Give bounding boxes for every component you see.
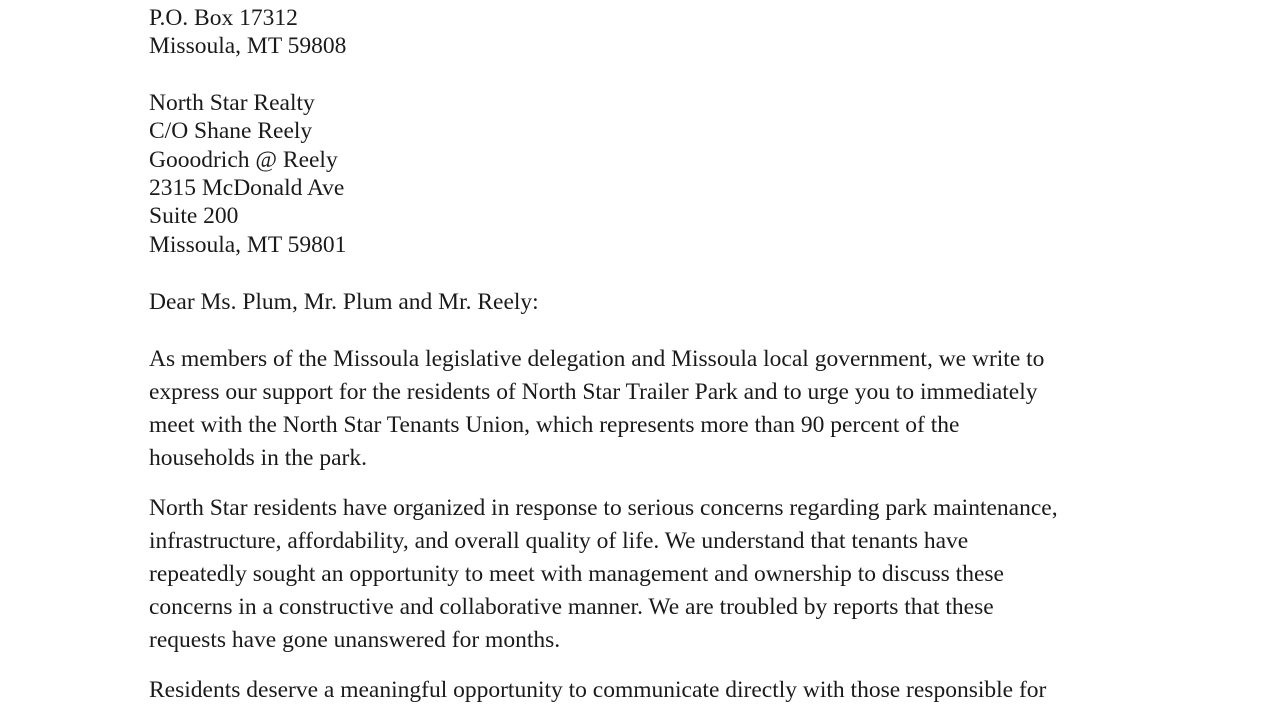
paragraph-1-line: households in the park. <box>149 445 367 471</box>
recipient-suite: Suite 200 <box>149 203 239 229</box>
recipient-street: 2315 McDonald Ave <box>149 175 345 201</box>
paragraph-1-line: As members of the Missoula legislative delegation and Missoula local government, we write to <box>149 346 1045 372</box>
paragraph-2-line: requests have gone unanswered for months. <box>149 627 561 653</box>
cut-off-top-line <box>149 0 449 1</box>
paragraph-2-line: concerns in a constructive and collaborative manner. We are troubled by reports that these <box>149 594 994 620</box>
recipient-company: North Star Realty <box>149 90 315 116</box>
recipient-attention: C/O Shane Reely <box>149 118 313 144</box>
recipient-firm: Gooodrich @ Reely <box>149 147 338 173</box>
paragraph-3-line: Residents deserve a meaningful opportunity to communicate directly with those responsible for <box>149 677 1047 703</box>
salutation: Dear Ms. Plum, Mr. Plum and Mr. Reely: <box>149 289 539 315</box>
paragraph-2-line: repeatedly sought an opportunity to meet with management and ownership to discuss these <box>149 561 1004 587</box>
paragraph-2-line: infrastructure, affordability, and overall quality of life. We understand that tenants have <box>149 528 969 554</box>
sender-city: Missoula, MT 59808 <box>149 33 347 59</box>
recipient-city: Missoula, MT 59801 <box>149 232 347 258</box>
sender-po-box: P.O. Box 17312 <box>149 5 298 31</box>
paragraph-1-line: express our support for the residents of North Star Trailer Park and to urge you to immediately <box>149 379 1038 405</box>
paragraph-1-line: meet with the North Star Tenants Union, which represents more than 90 percent of the <box>149 412 960 438</box>
paragraph-2-line: North Star residents have organized in response to serious concerns regarding park maintenance, <box>149 495 1058 521</box>
